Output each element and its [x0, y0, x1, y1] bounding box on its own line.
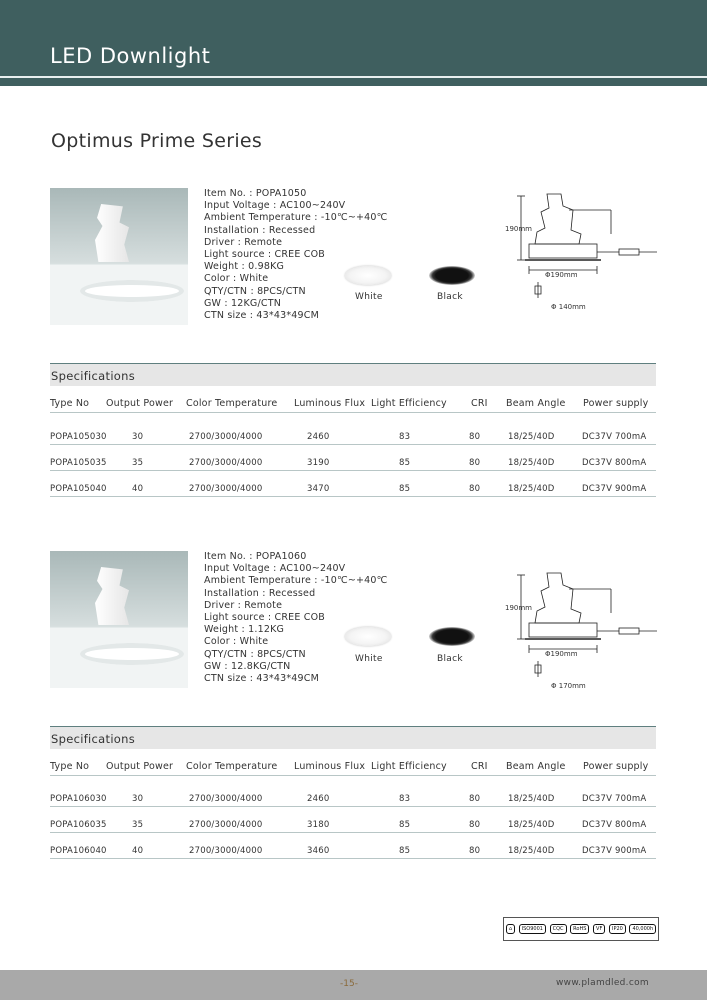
color-temperature-cell: 2700/3000/4000: [189, 794, 263, 804]
column-header: Luminous Flux: [294, 398, 366, 409]
gross-weight: GW : 12.8KG/CTN: [204, 660, 291, 672]
column-header: CRI: [471, 398, 488, 409]
beam-angle-cell: 18/25/40D: [508, 794, 555, 804]
color-temperature-cell: 2700/3000/4000: [189, 820, 263, 830]
type-no-cell: POPA105035: [50, 458, 107, 468]
type-no-cell: POPA106035: [50, 820, 107, 830]
product-photo: [50, 188, 188, 325]
luminous-flux-cell: 2460: [307, 794, 330, 804]
carton-size: CTN size : 43*43*49CM: [204, 310, 320, 322]
product-photo: [50, 551, 188, 688]
certification-strip: [503, 917, 659, 941]
home-icon: ⌂: [506, 924, 515, 934]
column-header: Color Temperature: [186, 398, 278, 409]
output-power-cell: 40: [132, 846, 144, 856]
specifications-title: Specifications: [51, 732, 136, 746]
lifetime-badge: 40,000h: [629, 924, 656, 934]
page-header: [0, 0, 707, 86]
installation: Installation : Recessed: [204, 587, 316, 599]
cri-cell: 80: [469, 432, 481, 442]
power-supply-cell: DC37V 700mA: [582, 794, 647, 804]
input-voltage: Input Voltage : AC100~240V: [204, 563, 346, 575]
table-row: [50, 456, 656, 471]
column-header: Power supply: [583, 398, 649, 409]
power-supply-cell: DC37V 800mA: [582, 820, 647, 830]
power-supply-cell: DC37V 800mA: [582, 458, 647, 468]
product-info: [204, 551, 388, 685]
cri-cell: 80: [469, 820, 481, 830]
table-header: [50, 396, 656, 413]
column-header: Light Efficiency: [371, 761, 447, 772]
width-dimension: Φ190mm: [545, 271, 578, 279]
height-dimension: 190mm: [505, 225, 532, 233]
color-temperature-cell: 2700/3000/4000: [189, 458, 263, 468]
light-efficiency-cell: 85: [399, 458, 411, 468]
cri-cell: 80: [469, 846, 481, 856]
beam-angle-cell: 18/25/40D: [508, 458, 555, 468]
color-temperature-cell: 2700/3000/4000: [189, 484, 263, 494]
output-power-cell: 30: [132, 794, 144, 804]
column-header: Output Power: [106, 398, 174, 409]
dimension-drawing: [495, 186, 665, 321]
luminous-flux-cell: 3470: [307, 484, 330, 494]
carton-size: CTN size : 43*43*49CM: [204, 673, 320, 685]
product-info: [204, 188, 388, 322]
white-finish-label: White: [355, 654, 383, 664]
white-finish-swatch: [345, 266, 391, 285]
qty-per-carton: QTY/CTN : 8PCS/CTN: [204, 648, 306, 660]
luminous-flux-cell: 3460: [307, 846, 330, 856]
color-temperature-cell: 2700/3000/4000: [189, 432, 263, 442]
vf-certification: VF: [593, 924, 605, 934]
luminous-flux-cell: 3190: [307, 458, 330, 468]
column-header: Beam Angle: [506, 761, 566, 772]
output-power-cell: 40: [132, 484, 144, 494]
header-divider: [0, 76, 707, 78]
table-row: [50, 482, 656, 497]
color-temperature-cell: 2700/3000/4000: [189, 846, 263, 856]
column-header: Type No: [50, 398, 90, 409]
output-power-cell: 35: [132, 458, 144, 468]
light-efficiency-cell: 85: [399, 820, 411, 830]
table-header: [50, 759, 656, 776]
light-efficiency-cell: 85: [399, 846, 411, 856]
beam-angle-cell: 18/25/40D: [508, 820, 555, 830]
specifications-title: Specifications: [51, 369, 136, 383]
white-finish-swatch: [345, 627, 391, 646]
page-title: LED Downlight: [50, 44, 211, 68]
light-efficiency-cell: 85: [399, 484, 411, 494]
rohs-certification: RoHS: [570, 924, 589, 934]
website-link[interactable]: www.plamdled.com: [556, 978, 649, 988]
input-voltage: Input Voltage : AC100~240V: [204, 200, 346, 212]
table-row: [50, 818, 656, 833]
cri-cell: 80: [469, 484, 481, 494]
weight: Weight : 1.12KG: [204, 624, 285, 636]
color: Color : White: [204, 273, 269, 285]
weight: Weight : 0.98KG: [204, 261, 285, 273]
item-number: Item No. : POPA1050: [204, 188, 307, 199]
white-finish-label: White: [355, 292, 383, 302]
page-number: -15-: [340, 979, 358, 989]
type-no-cell: POPA105040: [50, 484, 107, 494]
cri-cell: 80: [469, 458, 481, 468]
column-header: Beam Angle: [506, 398, 566, 409]
type-no-cell: POPA106030: [50, 794, 107, 804]
black-finish-label: Black: [437, 654, 463, 664]
power-supply-cell: DC37V 900mA: [582, 846, 647, 856]
luminous-flux-cell: 3180: [307, 820, 330, 830]
beam-angle-cell: 18/25/40D: [508, 432, 555, 442]
black-finish-swatch: [429, 627, 475, 646]
specifications-bar: [50, 363, 656, 386]
cutout-dimension: Φ 170mm: [551, 682, 586, 690]
height-dimension: 190mm: [505, 604, 532, 612]
installation: Installation : Recessed: [204, 224, 316, 236]
driver: Driver : Remote: [204, 236, 283, 248]
light-source: Light source : CREE COB: [204, 612, 326, 624]
specifications-bar: [50, 726, 656, 749]
type-no-cell: POPA105030: [50, 432, 107, 442]
item-number: Item No. : POPA1060: [204, 551, 307, 562]
table-row: [50, 844, 656, 859]
width-dimension: Φ190mm: [545, 650, 578, 658]
table-row: [50, 430, 656, 445]
iso-certification: ISO9001: [519, 924, 546, 934]
column-header: Type No: [50, 761, 90, 772]
beam-angle-cell: 18/25/40D: [508, 846, 555, 856]
ambient-temperature: Ambient Temperature : -10℃~+40℃: [204, 575, 388, 587]
output-power-cell: 35: [132, 820, 144, 830]
series-title: Optimus Prime Series: [51, 130, 263, 152]
black-finish-label: Black: [437, 292, 463, 302]
column-header: Power supply: [583, 761, 649, 772]
column-header: Light Efficiency: [371, 398, 447, 409]
dimension-drawing: [495, 565, 665, 700]
power-supply-cell: DC37V 700mA: [582, 432, 647, 442]
black-finish-swatch: [429, 266, 475, 285]
column-header: Color Temperature: [186, 761, 278, 772]
color: Color : White: [204, 636, 269, 648]
column-header: CRI: [471, 761, 488, 772]
luminous-flux-cell: 2460: [307, 432, 330, 442]
light-source: Light source : CREE COB: [204, 249, 326, 261]
light-efficiency-cell: 83: [399, 432, 411, 442]
column-header: Luminous Flux: [294, 761, 366, 772]
driver: Driver : Remote: [204, 599, 283, 611]
table-row: [50, 792, 656, 807]
power-supply-cell: DC37V 900mA: [582, 484, 647, 494]
column-header: Output Power: [106, 761, 174, 772]
cutout-dimension: Φ 140mm: [551, 303, 586, 311]
light-efficiency-cell: 83: [399, 794, 411, 804]
ambient-temperature: Ambient Temperature : -10℃~+40℃: [204, 212, 388, 224]
qty-per-carton: QTY/CTN : 8PCS/CTN: [204, 285, 306, 297]
beam-angle-cell: 18/25/40D: [508, 484, 555, 494]
output-power-cell: 30: [132, 432, 144, 442]
gross-weight: GW : 12KG/CTN: [204, 297, 282, 309]
cqc-certification: CQC: [550, 924, 567, 934]
cri-cell: 80: [469, 794, 481, 804]
ip-rating: IP20: [609, 924, 626, 934]
type-no-cell: POPA106040: [50, 846, 107, 856]
